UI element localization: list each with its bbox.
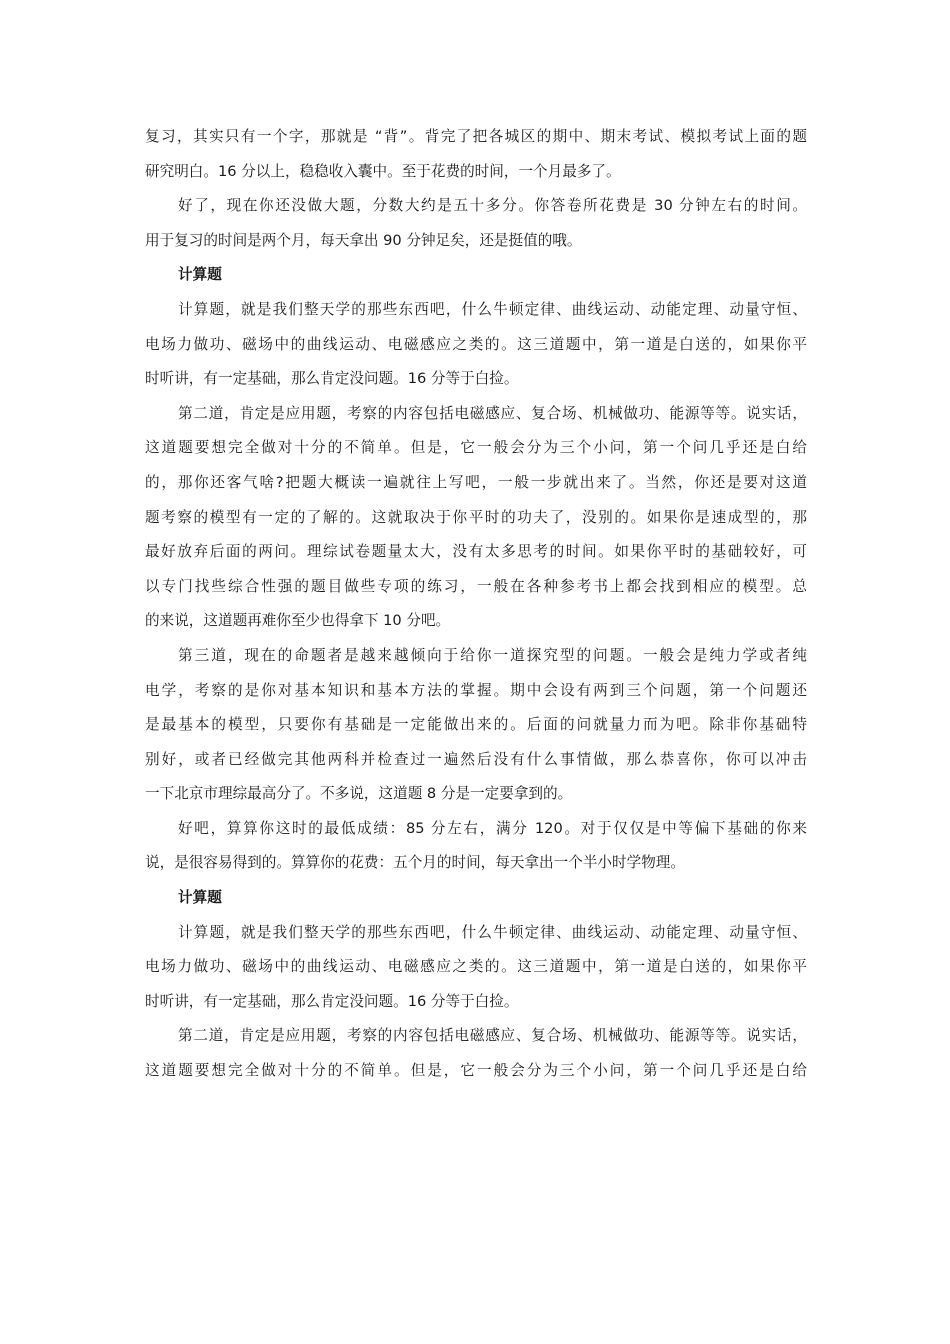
text-line-7: 电场力做功、磁场中的曲线运动、电磁感应之类的。这三道题中，第一道是白送的，如果你平: [145, 335, 807, 353]
text-line-4: 用于复习的时间是两个月，每天拿出 90 分钟足矣，还是挺值的哦。: [145, 231, 582, 249]
section-heading-1: 计算题: [178, 266, 222, 284]
text-line-9: 第二道，肯定是应用题，考察的内容包括电磁感应、复合场、机械做功、能源等等。说实话，: [178, 404, 807, 422]
section-heading-2: 计算题: [178, 889, 222, 907]
text-line-13: 最好放弃后面的两问。理综试卷题量太大，没有太多思考的时间。如果你平时的基础较好，可: [145, 543, 807, 561]
text-line-16: 第三道，现在的命题者是越来越倾向于给你一道探究型的问题。一般会是纯力学或者纯: [178, 646, 807, 664]
text-line-17: 电学，考察的是你对基本知识和基本方法的掌握。期中会设有两到三个问题，第一个问题还: [145, 681, 807, 699]
text-line-20: 一下北京市理综最高分了。不多说，这道题 8 分是一定要拿到的。: [145, 785, 573, 803]
text-line-6: 计算题，就是我们整天学的那些东西吧，什么牛顿定律、曲线运动、动能定理、动量守恒、: [178, 300, 807, 318]
text-line-25: 电场力做功、磁场中的曲线运动、电磁感应之类的。这三道题中，第一道是白送的，如果你平: [145, 958, 807, 976]
text-line-26: 时听讲，有一定基础，那么肯定没问题。16 分等于白捡。: [145, 992, 519, 1010]
text-line-1: 复习，其实只有一个字，那就是 “背”。背完了把各城区的期中、期末考试、模拟考试上面的题: [145, 128, 807, 145]
text-line-22: 说，是很容易得到的。算算你的花费：五个月的时间，每天拿出一个半小时学物理。: [145, 854, 685, 872]
text-line-11: 的，那你还客气啥?把题大概读一遍就往上写吧，一般一步就出来了。当然，你还是要对这道: [145, 473, 807, 491]
text-line-21: 好吧，算算你这时的最低成绩：85 分左右，满分 120。对于仅仅是中等偏下基础的你来: [178, 819, 807, 837]
text-line-19: 别好，或者已经做完其他两科并检查过一遍然后没有什么事情做，那么恭喜你，你可以冲击: [145, 750, 807, 768]
text-line-27: 第二道，肯定是应用题，考察的内容包括电磁感应、复合场、机械做功、能源等等。说实话，: [178, 1027, 807, 1045]
text-line-28: 这道题要想完全做对十分的不简单。但是，它一般会分为三个小问，第一个问几乎还是白给: [145, 1062, 807, 1080]
text-line-18: 是最基本的模型，只要你有基础是一定能做出来的。后面的问就量力而为吧。除非你基础特: [145, 716, 807, 734]
text-line-12: 题考察的模型有一定的了解的。这就取决于你平时的功夫了，没别的。如果你是速成型的，那: [145, 508, 807, 526]
text-line-2: 研究明白。16 分以上，稳稳收入囊中。至于花费的时间，一个月最多了。: [145, 162, 621, 180]
text-line-3: 好了，现在你还没做大题，分数大约是五十多分。你答卷所花费是 30 分钟左右的时间。: [178, 197, 807, 215]
text-line-24: 计算题，就是我们整天学的那些东西吧，什么牛顿定律、曲线运动、动能定理、动量守恒、: [178, 923, 807, 941]
text-line-8: 时听讲，有一定基础，那么肯定没问题。16 分等于白捡。: [145, 370, 519, 388]
document-body: [145, 120, 807, 1089]
text-line-10: 这道题要想完全做对十分的不简单。但是，它一般会分为三个小问，第一个问几乎还是白给: [145, 439, 807, 457]
text-line-14: 以专门找些综合性强的题目做些专项的练习，一般在各种参考书上都会找到相应的模型。总: [145, 577, 807, 595]
text-line-15: 的来说，这道题再难你至少也得拿下 10 分吧。: [145, 612, 451, 630]
